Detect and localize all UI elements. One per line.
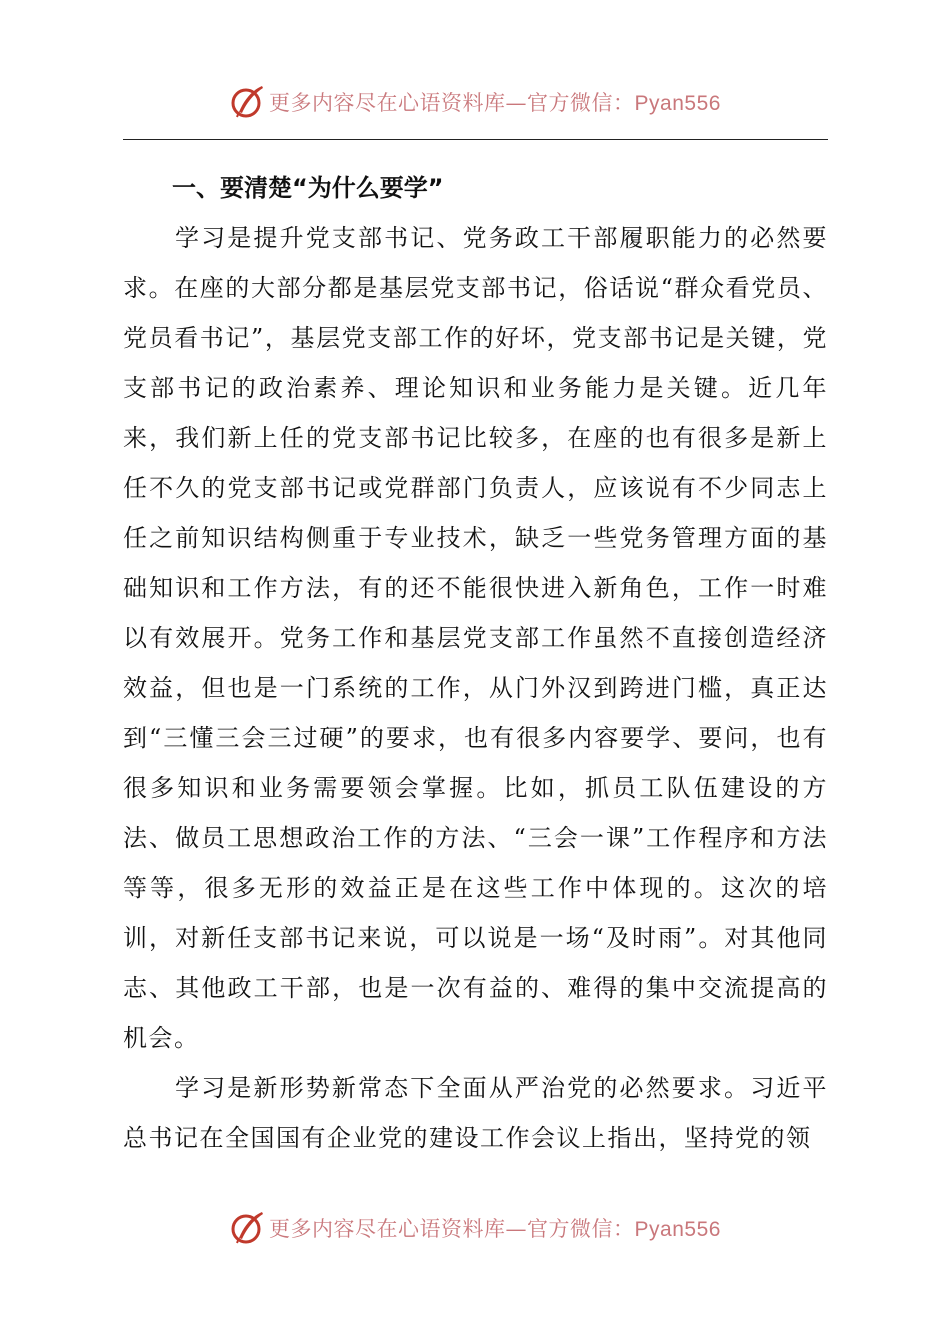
wechat-id: Pyan556 bbox=[634, 92, 721, 115]
watermark-header bbox=[0, 82, 950, 122]
paragraph: 学习是新形势新常态下全面从严治党的必然要求。习近平总书记在全国国有企业党的建设工作会议上指出，坚持党的领 bbox=[123, 1074, 828, 1152]
wechat-id: Pyan556 bbox=[634, 1218, 721, 1241]
watermark-footer bbox=[0, 1208, 950, 1248]
header-divider bbox=[123, 139, 828, 140]
section-heading: 一、要清楚“为什么要学” bbox=[172, 174, 444, 202]
watermark-text: 更多内容尽在心语资料库—官方微信：Pyan556 bbox=[269, 1217, 721, 1241]
quill-logo-icon bbox=[229, 84, 265, 120]
quill-logo-icon bbox=[229, 1210, 265, 1246]
watermark-text: 更多内容尽在心语资料库—官方微信：Pyan556 bbox=[269, 91, 721, 115]
document-body bbox=[123, 213, 828, 1163]
paragraph: 学习是提升党支部书记、党务政工干部履职能力的必然要求。在座的大部分都是基层党支部书记，俗话说“群众看党员、党员看书记”，基层党支部工作的好坏，党支部书记是关键，党支部书记的政治素养、理论知识和业务能力是关键。近几年来，我们新上任的党支部书记比较多，在座的也有很多是新上任不久的党支部书记或党群部门负责人，应该说有不少同志上任之前知识结构侧重于专业技术，缺乏一些党务管理方面的基础知识和工作方法，有的还不能很快进入新角色，工作一时难以有效展开。党务工作和基层党支部工作虽然不直接创造经济效益，但也是一门系统的工作，从门外汉到跨进门槛，真正达到“三懂三会三过硬”的要求，也有很多内容要学、要问，也有很多知识和业务需要领会掌握。比如，抓员工队伍建设的方法、做员工思想政治工作的方法、“三会一课”工作程序和方法等等，很多无形的效益正是在这些工作中体现的。这次的培训，对新任支部书记来说，可以说是一场“及时雨”。对其他同志、其他政工干部，也是一次有益的、难得的集中交流提高的机会。 bbox=[123, 224, 828, 1052]
